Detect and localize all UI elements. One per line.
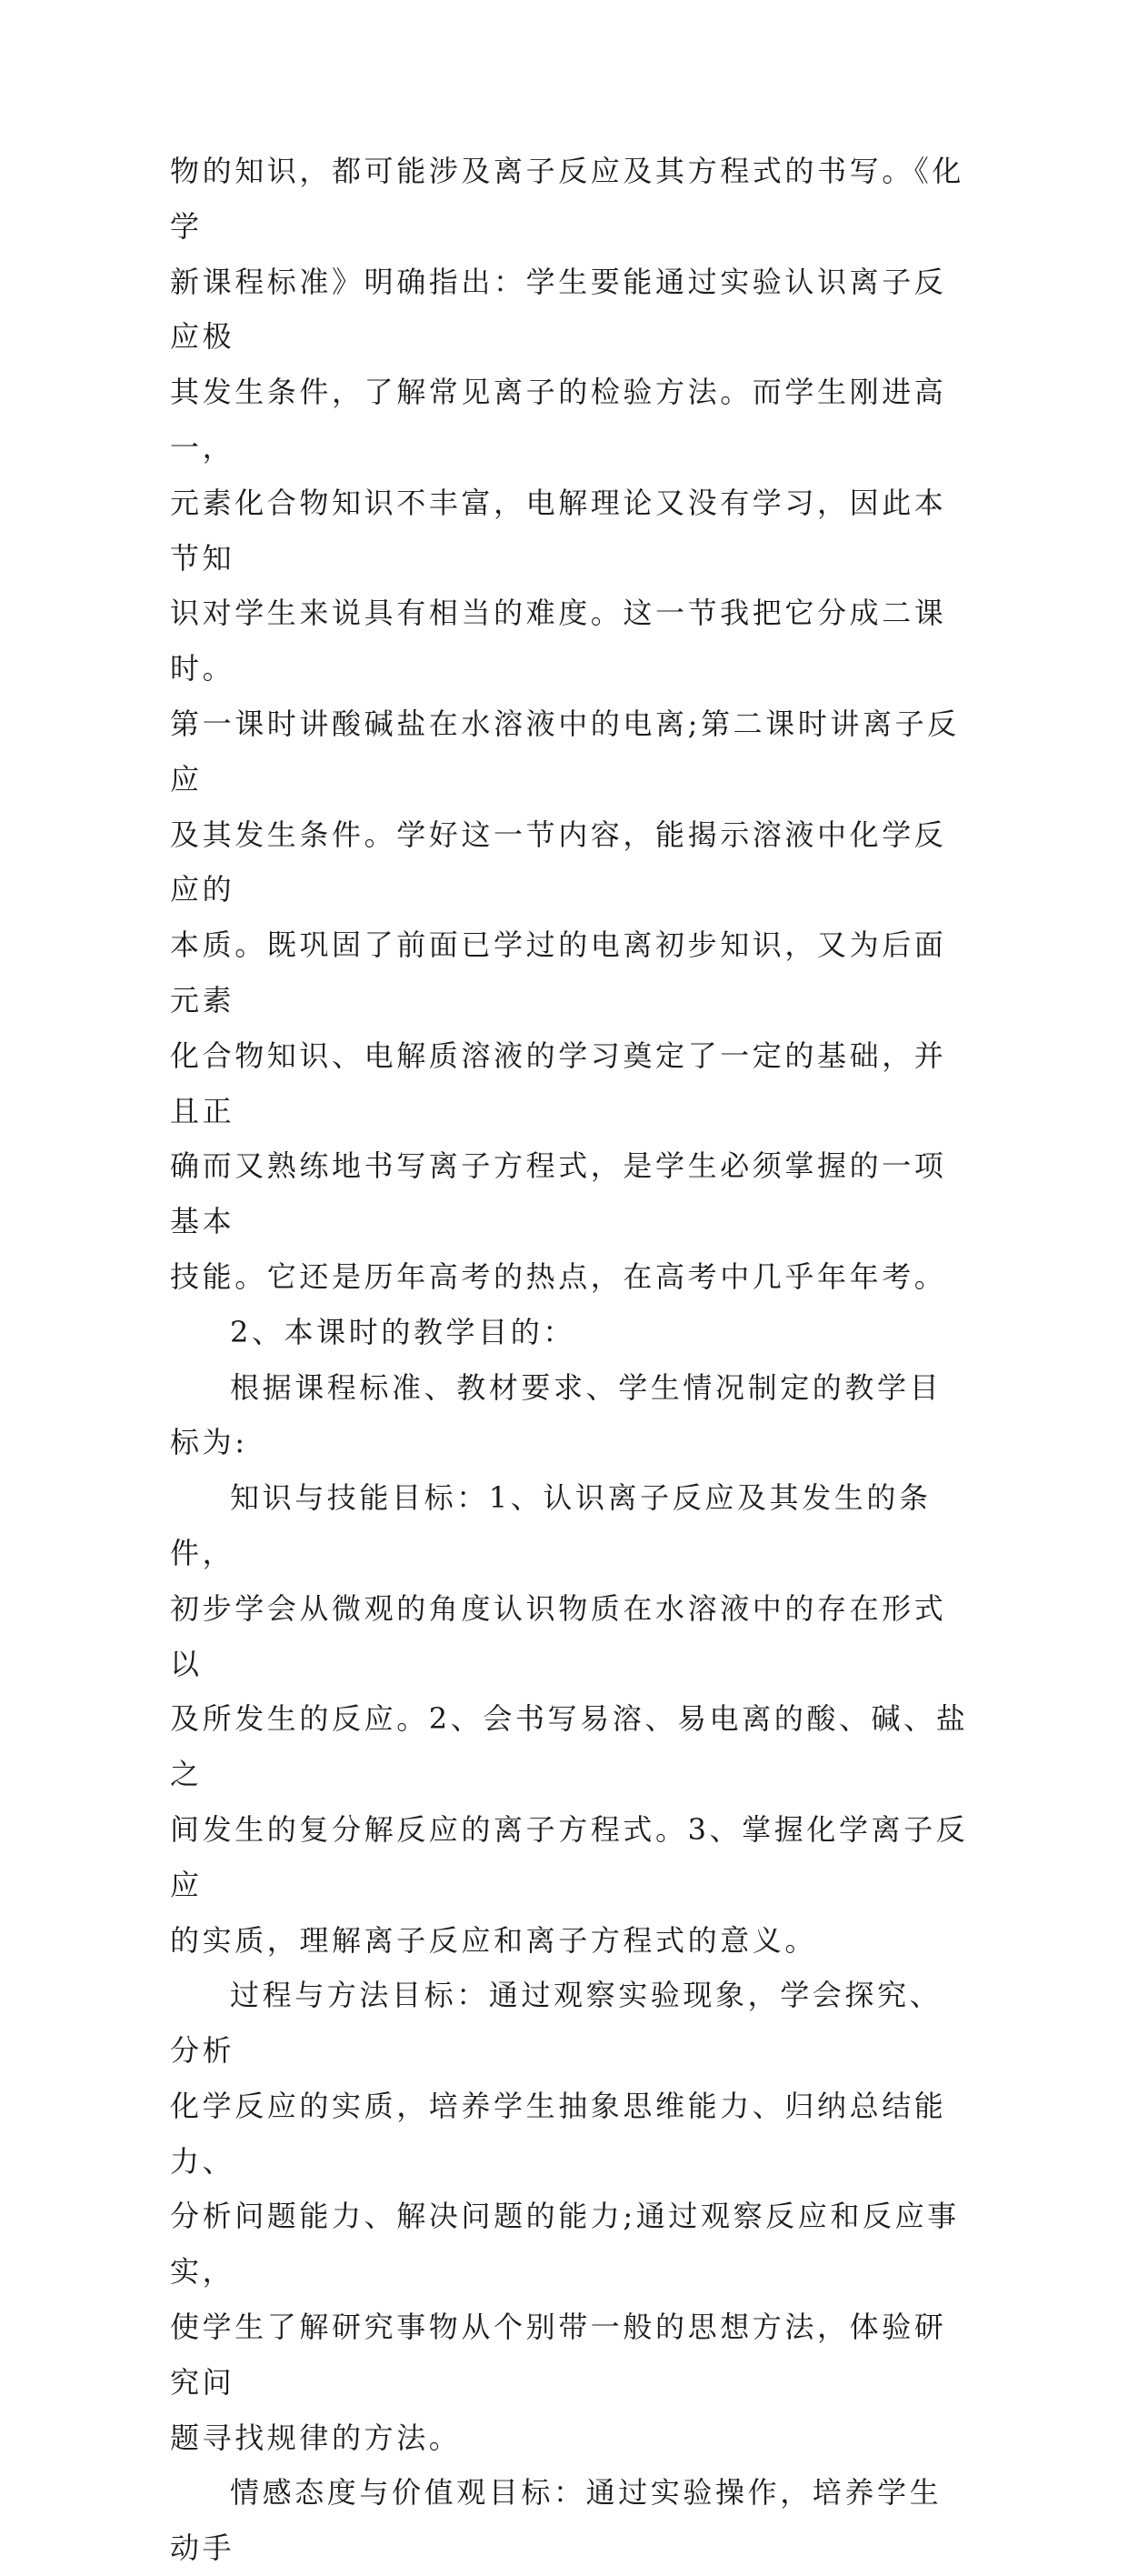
paragraph-knowledge-skills: 知识与技能目标：1、认识离子反应及其发生的条件， 初步学会从微观的角度认识物质在水溶液中的存在形式以 及所发生的反应。2、会书写易溶、易电离的酸、碱、盐之 间发生的复分解反应的离子方程式。3、掌握化学离子反应 的实质，理解离子反应和离子方程式的意义。 <box>170 1480 969 1958</box>
document-body <box>170 144 970 2576</box>
paragraph-goals-intro: 根据课程标准、教材要求、学生情况制定的教学目标为: <box>170 1369 943 1460</box>
paragraph-background: 物的知识，都可能涉及离子反应及其方程式的书写。《化学 新课程标准》明确指出：学生要能通过实验认识离子反应极 其发生条件，了解常见离子的检验方法。而学生刚进高一， 元素化合物知识不丰富，电解理论又没有学习，因此本节知 识对学生来说具有相当的难度。这一节我把它分成二课时。 第一课时讲酸碱盐在水溶液中的电离;第二课时讲离子反应 及其发生条件。学好这一节内容，能揭示溶液中化学反应的 本质。既巩固了前面已学过的电离初步知识，又为后面元素 化合物知识、电解质溶液的学习奠定了一定的基础，并且正 确而又熟练地书写离子方程式，是学生必须掌握的一项基本 技能。它还是历年高考的热点，在高考中几乎年年考。 <box>170 154 965 1294</box>
paragraph-process-methods: 过程与方法目标：通过观察实验现象，学会探究、分析 化学反应的实质，培养学生抽象思维能力、归纳总结能力、 分析问题能力、解决问题的能力;通过观察反应和反应事实， 使学生了解研究事物从个别带一般的思想方法，体验研究问 题寻找规律的方法。 <box>170 1978 960 2455</box>
paragraph-attitude-values: 情感态度与价值观目标：通过实验操作，培养学生动手 <box>170 2475 943 2566</box>
paragraph-section-heading: 2、本课时的教学目的： <box>230 1314 575 1349</box>
